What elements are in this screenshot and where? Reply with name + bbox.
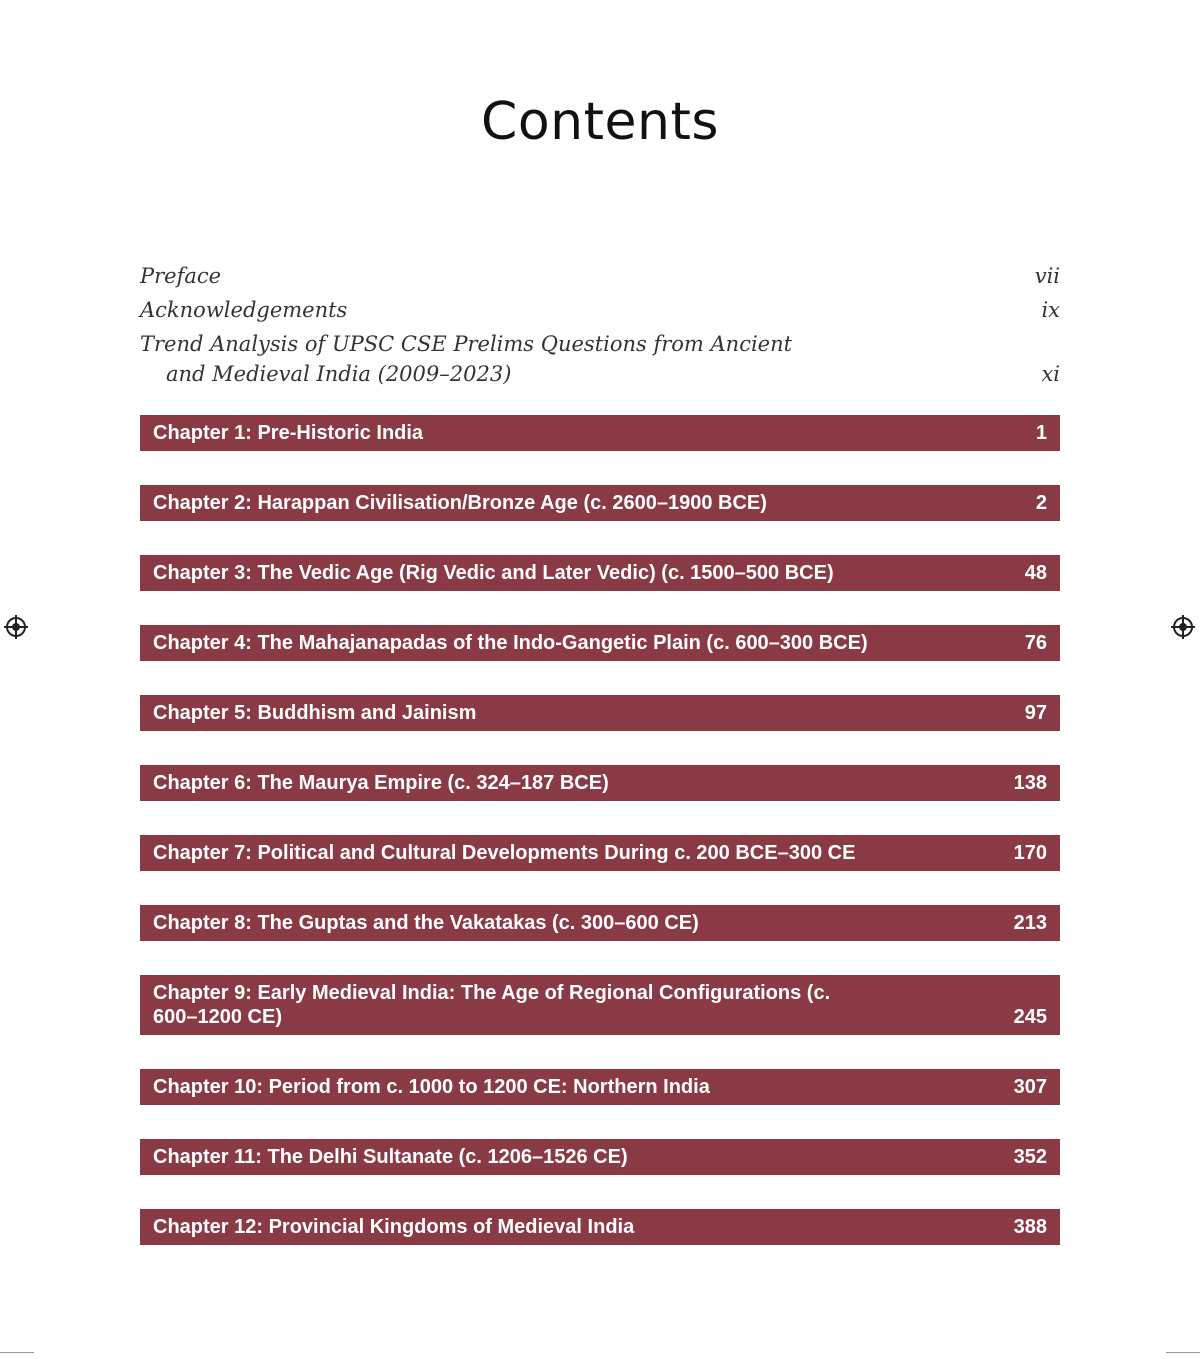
chapter-page: 138	[1013, 772, 1047, 794]
chapter-page: 2	[1035, 492, 1047, 514]
front-matter-label: Trend Analysis of UPSC CSE Prelims Questions from Ancient	[140, 332, 793, 356]
front-matter-label: Preface	[140, 264, 222, 288]
registration-mark-icon	[1173, 617, 1193, 637]
chapter-title: Chapter 9: Early Medieval India: The Age of Regional Configurations (c. 600–1200 CE)	[153, 982, 831, 1028]
chapter-row[interactable]	[140, 765, 1060, 801]
chapter-page: 1	[1035, 422, 1047, 444]
chapter-title: Chapter 1: Pre-Historic India	[153, 422, 424, 444]
crop-mark	[0, 1352, 34, 1353]
chapter-title: Chapter 6: The Maurya Empire (c. 324–187 BCE)	[153, 772, 609, 794]
chapter-page: 245	[1013, 1006, 1047, 1028]
chapter-page: 352	[1013, 1146, 1047, 1168]
chapter-row[interactable]	[140, 835, 1060, 871]
front-matter-page: vii	[1034, 264, 1060, 288]
chapter-row[interactable]	[140, 695, 1060, 731]
front-matter-page: xi	[1041, 362, 1060, 386]
chapter-row[interactable]	[140, 1139, 1060, 1175]
chapter-title: Chapter 11: The Delhi Sultanate (c. 1206–1526 CE)	[153, 1146, 628, 1168]
page-title: Contents	[481, 92, 719, 152]
front-matter-label: Acknowledgements	[140, 298, 348, 322]
front-matter-page: ix	[1041, 298, 1060, 322]
registration-mark-icon	[6, 617, 26, 637]
chapter-title: Chapter 3: The Vedic Age (Rig Vedic and Later Vedic) (c. 1500–500 BCE)	[153, 562, 834, 584]
chapter-title: Chapter 4: The Mahajanapadas of the Indo-Gangetic Plain (c. 600–300 BCE)	[153, 632, 868, 654]
front-matter-label: and Medieval India (2009–2023)	[166, 362, 512, 386]
chapter-title: Chapter 10: Period from c. 1000 to 1200 CE: Northern India	[153, 1076, 710, 1098]
chapter-row[interactable]	[140, 975, 1060, 1035]
chapter-list	[140, 415, 1060, 1279]
chapter-row[interactable]	[140, 1209, 1060, 1245]
chapter-page: 307	[1013, 1076, 1047, 1098]
chapter-row[interactable]	[140, 625, 1060, 661]
chapter-row[interactable]	[140, 1069, 1060, 1105]
chapter-row[interactable]	[140, 555, 1060, 591]
crop-mark	[1166, 1352, 1200, 1353]
chapter-page: 388	[1013, 1216, 1047, 1238]
chapter-title: Chapter 8: The Guptas and the Vakatakas (c. 300–600 CE)	[153, 912, 699, 934]
chapter-page: 97	[1024, 702, 1047, 724]
chapter-title: Chapter 5: Buddhism and Jainism	[153, 702, 477, 724]
chapter-row[interactable]	[140, 905, 1060, 941]
chapter-row[interactable]	[140, 415, 1060, 451]
chapter-title: Chapter 12: Provincial Kingdoms of Medieval India	[153, 1216, 635, 1238]
chapter-title: Chapter 2: Harappan Civilisation/Bronze Age (c. 2600–1900 BCE)	[153, 492, 767, 514]
chapter-page: 76	[1024, 632, 1047, 654]
chapter-page: 170	[1013, 842, 1047, 864]
chapter-page: 213	[1013, 912, 1047, 934]
chapter-title: Chapter 7: Political and Cultural Developments During c. 200 BCE–300 CE	[153, 842, 856, 864]
chapter-page: 48	[1024, 562, 1047, 584]
chapter-row[interactable]	[140, 485, 1060, 521]
